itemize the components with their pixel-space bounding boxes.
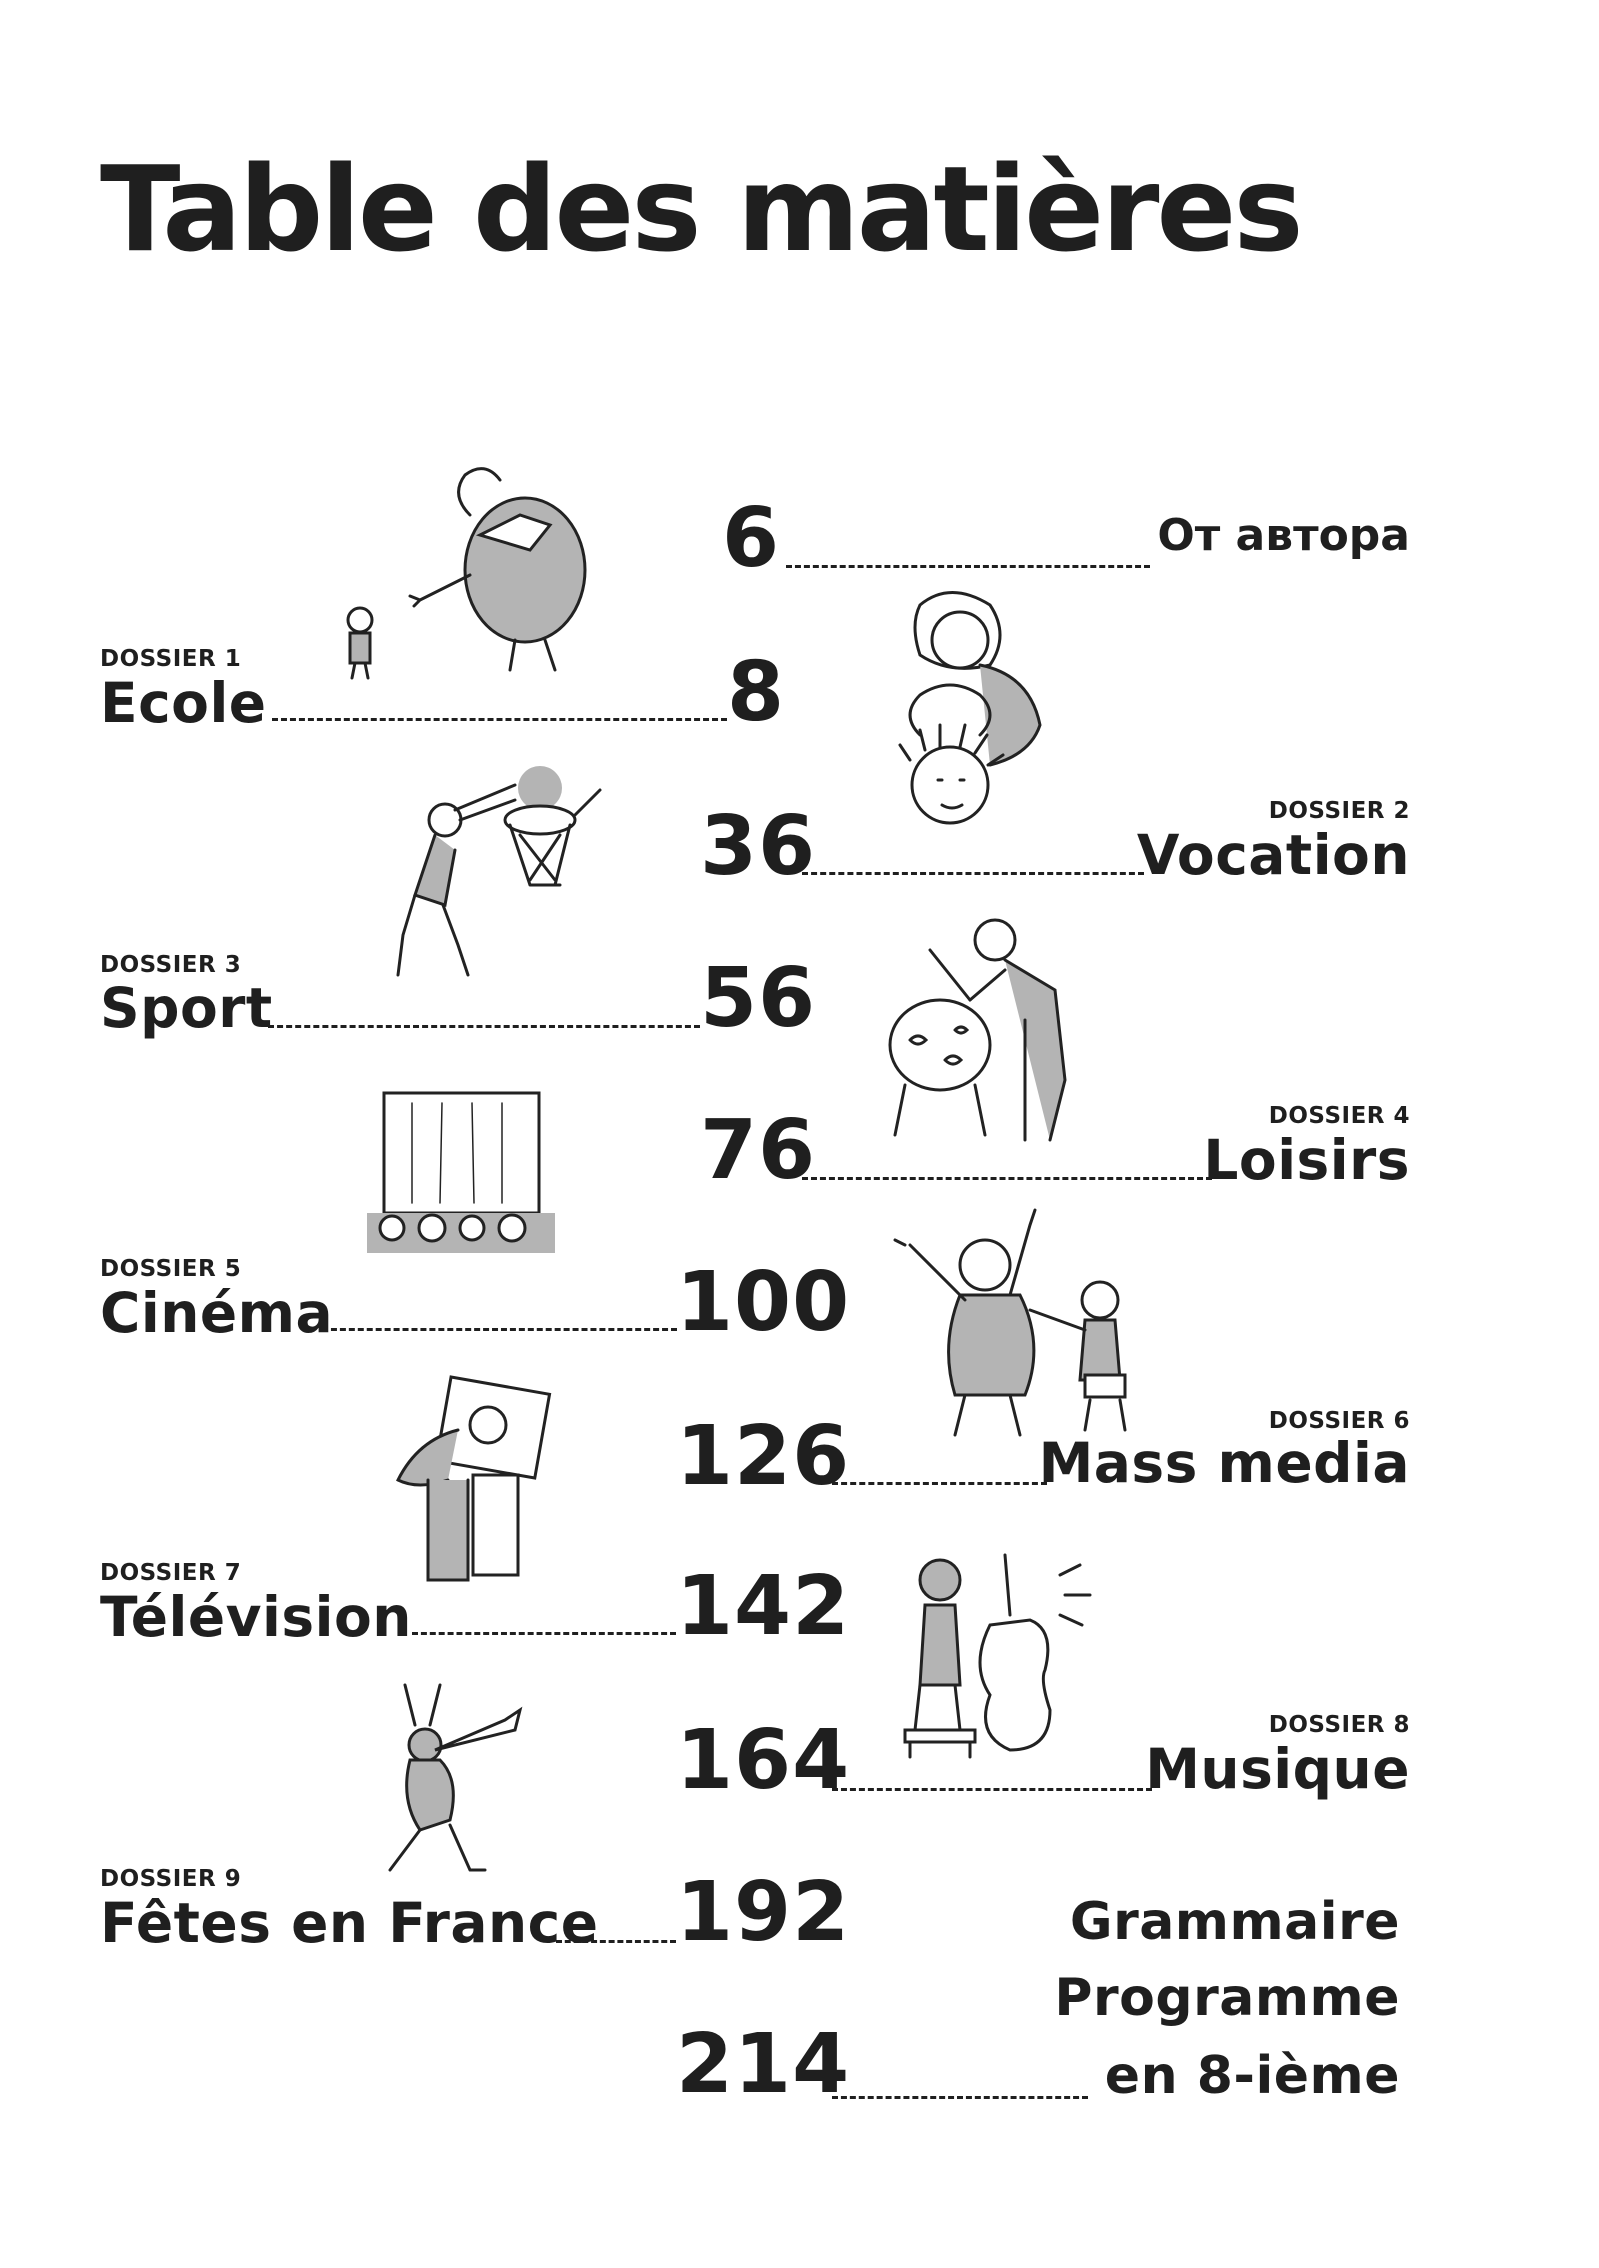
dossier-label-8: DOSSIER 8 [1268,1712,1410,1738]
dot-leader [832,1482,1047,1485]
dossier-name-1: Ecole [100,671,267,735]
television-girl-illustration [388,1375,568,1585]
page-number-grammar: 214 [676,2017,851,2112]
basketball-player-illustration [355,760,615,1005]
page-title: Table des matières [100,140,1301,278]
dot-leader [412,1632,676,1635]
dossier-name-7: Télévision [100,1585,412,1649]
fishbowl-illustration [885,900,1095,1150]
dossier-label-7: DOSSIER 7 [100,1560,242,1586]
grammar-line-2: Programme [1054,1968,1400,2028]
dot-leader [556,1940,676,1943]
dossier-name-2: Vocation [1136,823,1410,887]
dossier-label-6: DOSSIER 6 [1268,1408,1410,1434]
reporter-illustration [885,1205,1170,1440]
intro-label: От автора [1157,510,1410,561]
dossier-label-3: DOSSIER 3 [100,952,242,978]
dossier-name-8: Musique [1145,1737,1410,1801]
dossier-label-4: DOSSIER 4 [1268,1103,1410,1129]
hairdresser-illustration [880,585,1060,850]
page-number-1: 8 [726,645,785,740]
dossier-name-5: Cinéma [100,1281,334,1345]
dossier-name-3: Sport [100,976,273,1040]
dossier-label-9: DOSSIER 9 [100,1866,242,1892]
dot-leader [268,1025,700,1028]
page-number-4: 76 [700,1103,817,1198]
dot-leader [786,565,1150,568]
page-number-6: 126 [676,1409,851,1504]
grammar-line-3: en 8-ième [1104,2046,1400,2106]
cellist-illustration [900,1545,1100,1760]
dossier-label-2: DOSSIER 2 [1268,798,1410,824]
dossier-label-5: DOSSIER 5 [100,1256,242,1282]
dossier-label-1: DOSSIER 1 [100,646,242,672]
dot-leader [322,1328,677,1331]
dossier-name-6: Mass media [1038,1431,1410,1495]
page-number-3: 56 [700,951,817,1046]
page-number-2: 36 [700,799,817,894]
page-number-9: 192 [676,1865,851,1960]
trumpeter-illustration [365,1665,540,1880]
dossier-name-9: Fêtes en France [100,1891,599,1955]
page-number-intro: 6 [721,491,780,586]
grammar-line-1: Grammaire [1069,1892,1400,1952]
dossier-name-4: Loisirs [1203,1128,1410,1192]
teacher-and-pupil-illustration [330,455,600,695]
page-number-7: 142 [676,1559,851,1654]
page-number-8: 164 [676,1713,851,1808]
page-number-5: 100 [676,1255,851,1350]
cinema-audience-illustration [362,1088,558,1258]
